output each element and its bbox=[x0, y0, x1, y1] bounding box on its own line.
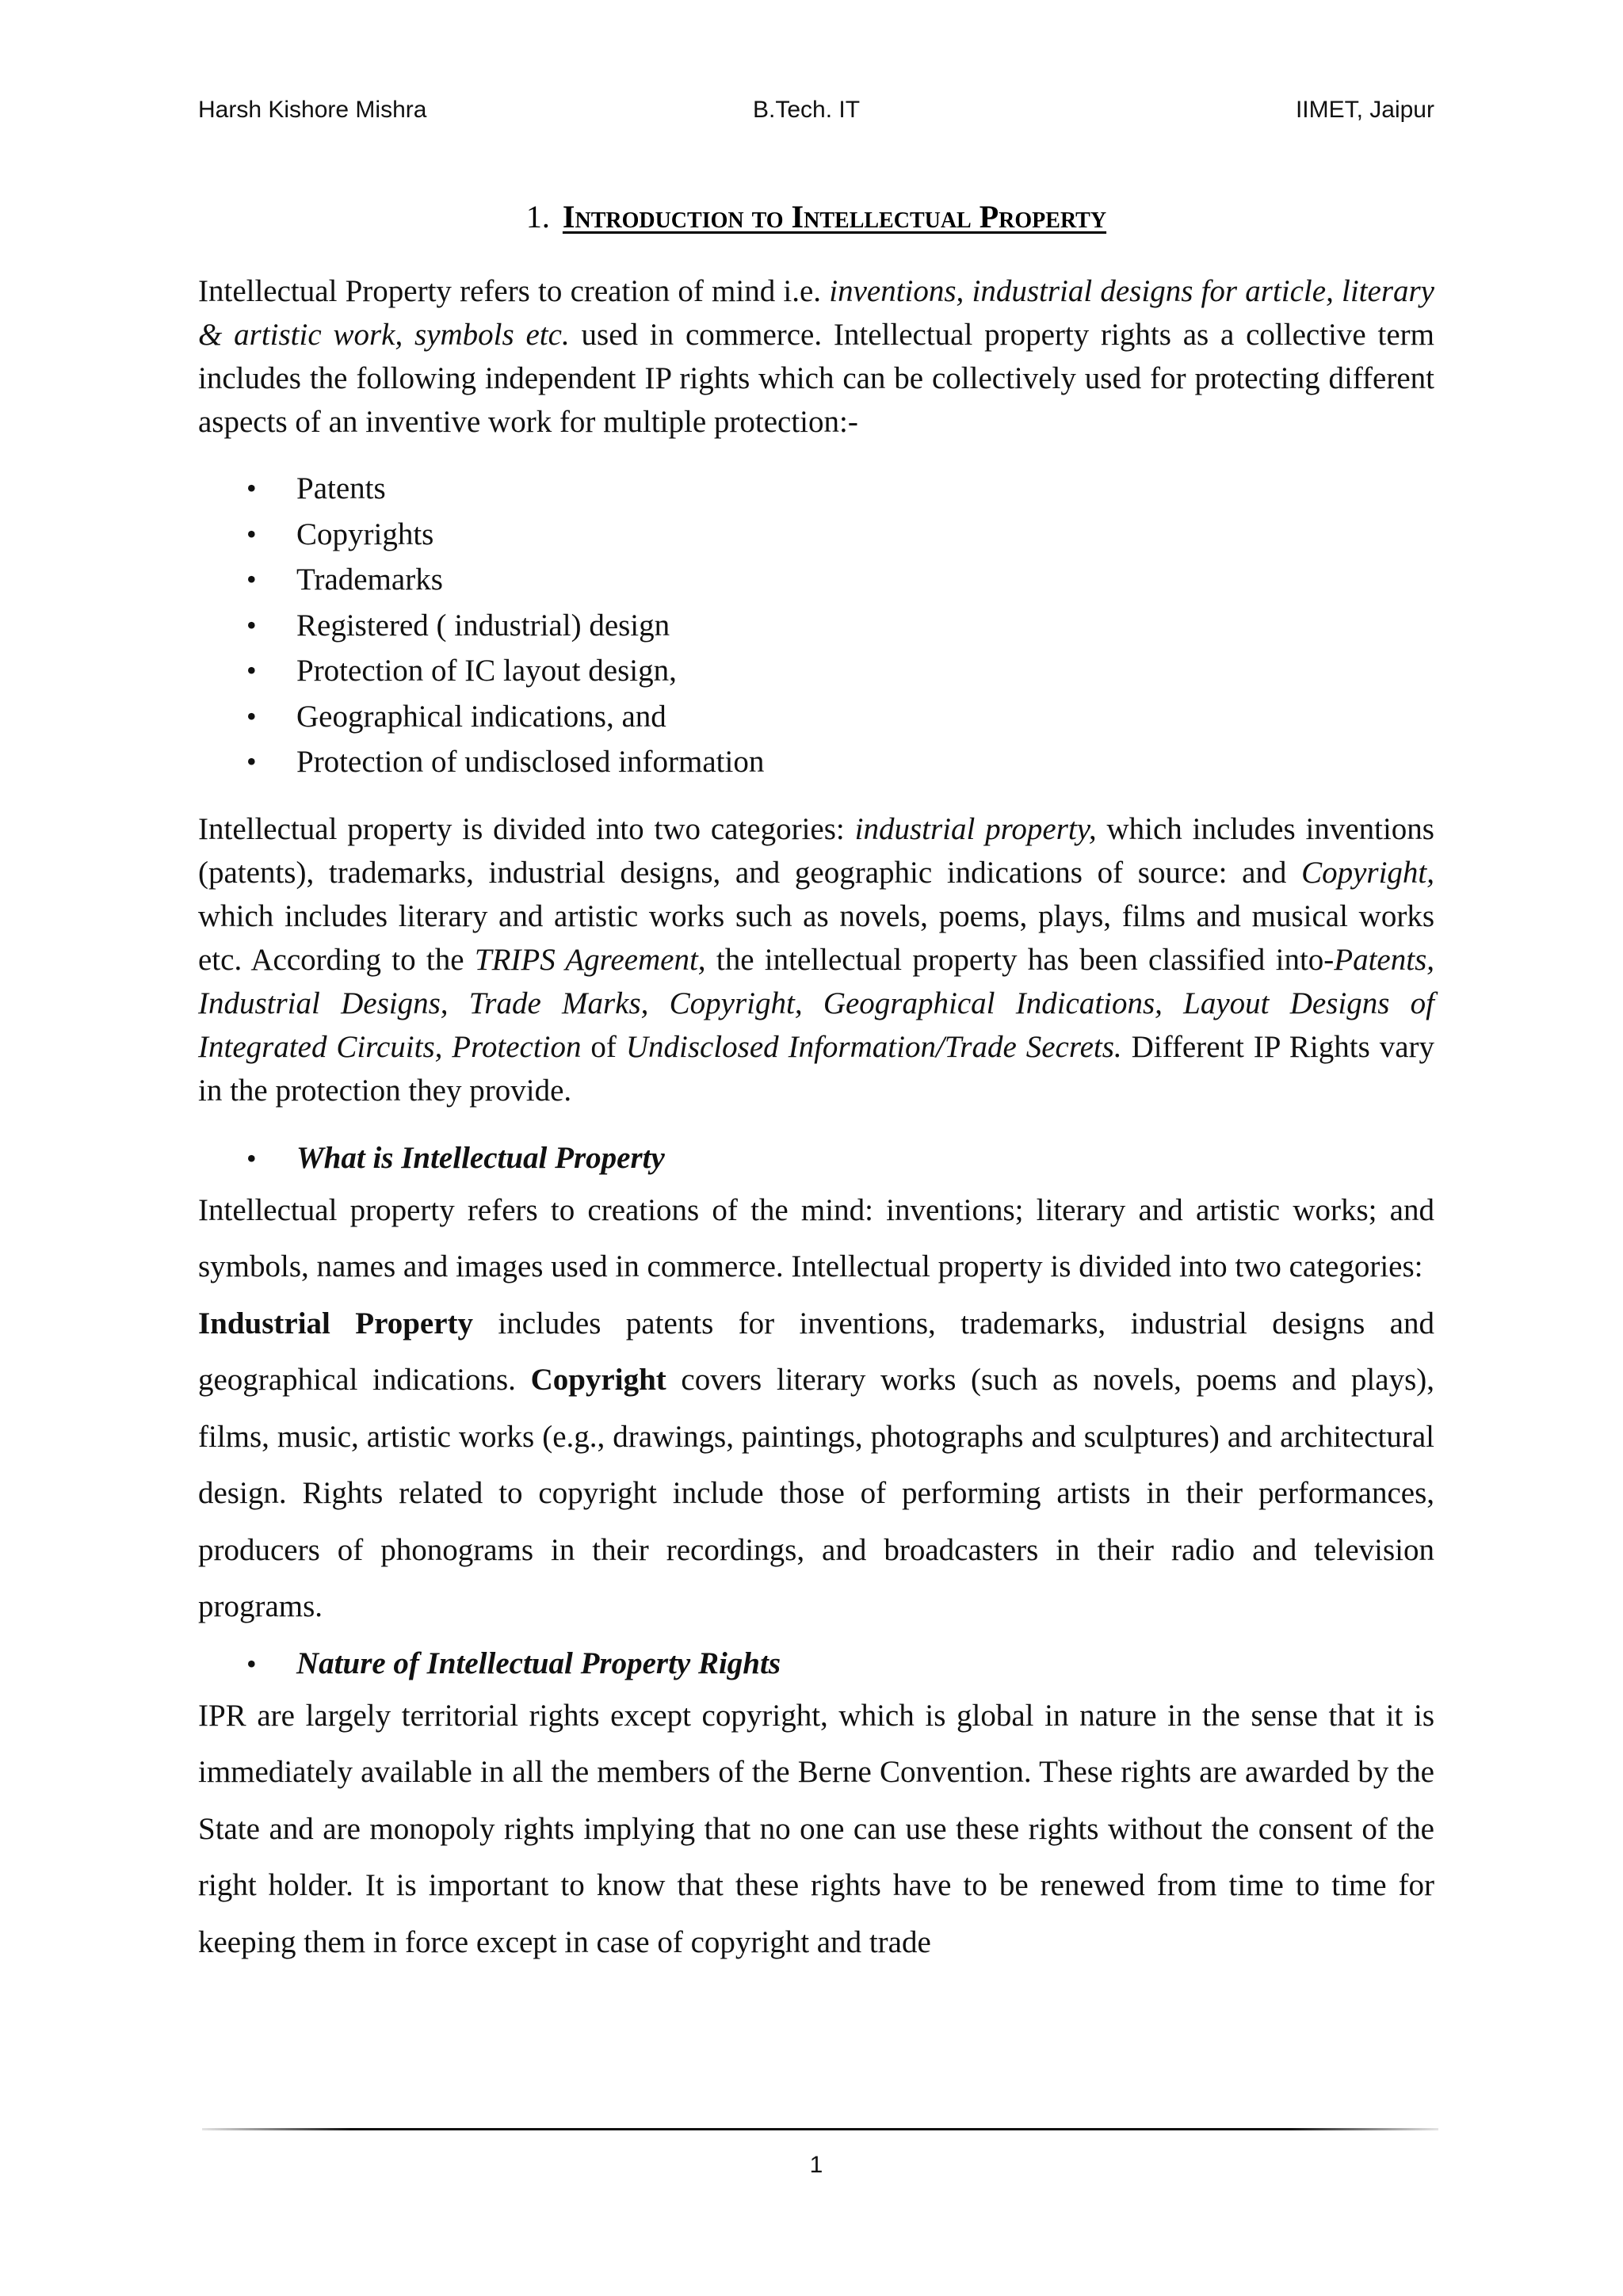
list-item: • Trademarks bbox=[198, 557, 1434, 603]
header-author: Harsh Kishore Mishra bbox=[198, 97, 427, 123]
nature-paragraph: IPR are largely territorial rights except copyright, which is global in nature in the sense that it is immediately available in all the members of the Berne Convention. These rights are awarded by the State and are monopoly rights implying that no one can use these rights without the consent of the right holder. It is important to know that these rights have to be renewed from time to time for keeping them in force except in case of copyright and trade bbox=[198, 1698, 1434, 1959]
document-body bbox=[198, 269, 1434, 1970]
chapter-number: 1. bbox=[525, 199, 550, 235]
chapter-title-text: Introduction to Intellectual Property bbox=[562, 199, 1107, 235]
header-institute: IIMET, Jaipur bbox=[1295, 97, 1434, 123]
text-run-italic: Patents, Industrial Designs, Trade Marks, Copyright, Geographical Indications, Layout Designs of Integrated Circuits, Protection bbox=[198, 942, 1434, 1064]
page-number: 1 bbox=[809, 2152, 823, 2178]
intro-paragraph bbox=[198, 269, 1434, 444]
ip-rights-list bbox=[198, 466, 1434, 785]
intro-text-italic: inventions, industrial designs for article, literary & artistic work, symbols etc. bbox=[198, 274, 1434, 352]
text-run: Intellectual property is divided into two categories: bbox=[198, 811, 855, 846]
footer-divider bbox=[202, 2128, 1438, 2130]
list-item: • Protection of undisclosed information bbox=[198, 739, 1434, 785]
text-run-bold: Industrial Property bbox=[198, 1306, 474, 1341]
text-run: of bbox=[581, 1029, 626, 1064]
intro-text-c: used in commerce. Intellectual property rights as a collective term includes the following independent IP rights which can be collectively used for protecting different aspects of an inventive work for multiple protection:- bbox=[198, 318, 1434, 439]
list-item: • Copyrights bbox=[198, 512, 1434, 558]
text-run-italic: industrial property, bbox=[854, 811, 1097, 846]
list-item: • Registered ( industrial) design bbox=[198, 603, 1434, 649]
text-run: the intellectual property has been classified into- bbox=[705, 942, 1335, 977]
categories-paragraph bbox=[198, 807, 1434, 1112]
text-run: which includes inventions (patents), trademarks, industrial designs, and geographic indications of source: and bbox=[198, 811, 1434, 890]
text-run: covers literary works (such as novels, poems and plays), films, music, artistic works (e.g., drawings, paintings, photographs and sculptures) and architectural design. Rights related to copyright include those of performing artists in their performances, producers of phonograms in their recordings, and broadcasters in their radio and television programs. bbox=[198, 1363, 1434, 1623]
list-item: • Patents bbox=[198, 466, 1434, 512]
subheading-nature-of-ipr: • Nature of Intellectual Property Rights bbox=[198, 1640, 1434, 1688]
what-is-paragraph: Intellectual property refers to creations of the mind: inventions; literary and artistic works; and symbols, names and images used in commerce. Intellectual property is divided into two categories: bbox=[198, 1192, 1434, 1283]
page-header bbox=[198, 97, 1434, 133]
text-run-italic: Undisclosed Information/Trade Secrets. bbox=[625, 1029, 1122, 1064]
text-run-italic: Copyright, bbox=[1301, 855, 1434, 890]
text-run: which includes literary and artistic works such as novels, poems, plays, films and musical works etc. According to the bbox=[198, 898, 1434, 977]
list-item: • Protection of IC layout design, bbox=[198, 648, 1434, 694]
intro-text-a: Intellectual Property refers to creation of mind i.e. bbox=[198, 274, 830, 308]
text-run: Different IP Rights vary in the protection they provide. bbox=[198, 1029, 1434, 1108]
subheading-what-is-ip: • What is Intellectual Property bbox=[198, 1135, 1434, 1182]
list-item: • Geographical indications, and bbox=[198, 694, 1434, 740]
header-course: B.Tech. IT bbox=[753, 97, 861, 123]
text-run: includes patents for inventions, trademarks, industrial designs and geographical indications. bbox=[198, 1306, 1434, 1397]
text-run-italic: TRIPS Agreement, bbox=[474, 942, 706, 977]
text-run-bold: Copyright bbox=[530, 1363, 666, 1397]
chapter-title bbox=[198, 198, 1434, 235]
industrial-copyright-paragraph bbox=[198, 1295, 1434, 1635]
